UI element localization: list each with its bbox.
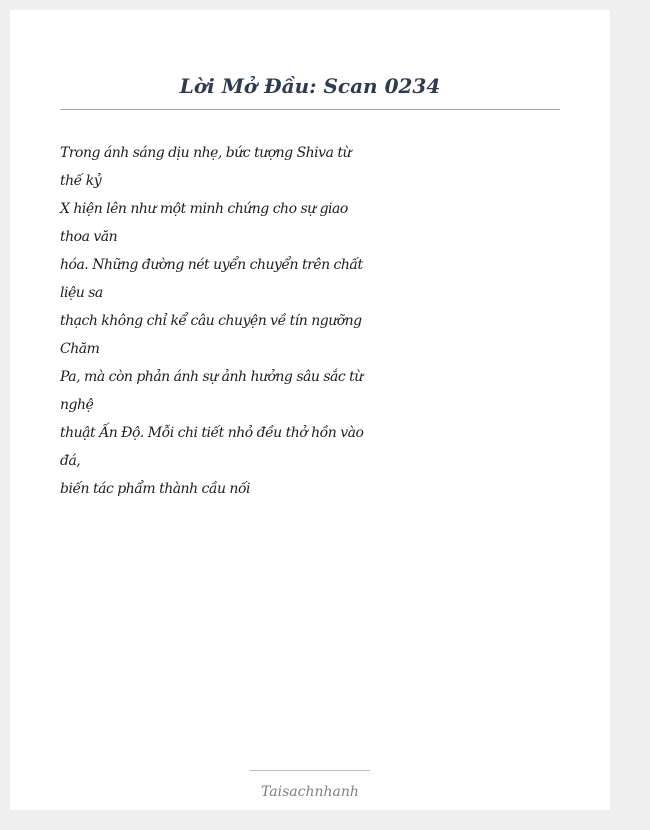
text-line: đá, [60, 453, 81, 469]
text-line: biến tác phẩm thành cầu nối [60, 481, 250, 497]
text-line: thoa văn [60, 229, 118, 245]
text-line: liệu sa [60, 285, 103, 301]
text-line: hóa. Những đường nét uyển chuyển trên chất [60, 257, 363, 273]
text-line: Trong ánh sáng dịu nhẹ, bức tượng Shiva từ [60, 145, 352, 161]
text-line: thạch không chỉ kể câu chuyện về tín ngưỡng [60, 313, 362, 329]
footer-source: Taisachnhanh [261, 784, 359, 800]
document-page [10, 10, 610, 810]
title-divider [60, 109, 560, 110]
footer-divider [250, 770, 370, 771]
text-line: nghệ [60, 397, 94, 413]
body-text [60, 139, 380, 503]
text-line: thuật Ấn Độ. Mỗi chi tiết nhỏ đều thở hồn vào [60, 425, 364, 441]
page-title: Lời Mở Đầu: Scan 0234 [179, 74, 441, 98]
text-line: thế kỷ [60, 173, 102, 189]
text-line: Pa, mà còn phản ánh sự ảnh hưởng sâu sắc từ [60, 369, 363, 385]
text-line: X hiện lên như một minh chứng cho sự giao [60, 201, 348, 217]
text-line: Chăm [60, 341, 100, 357]
